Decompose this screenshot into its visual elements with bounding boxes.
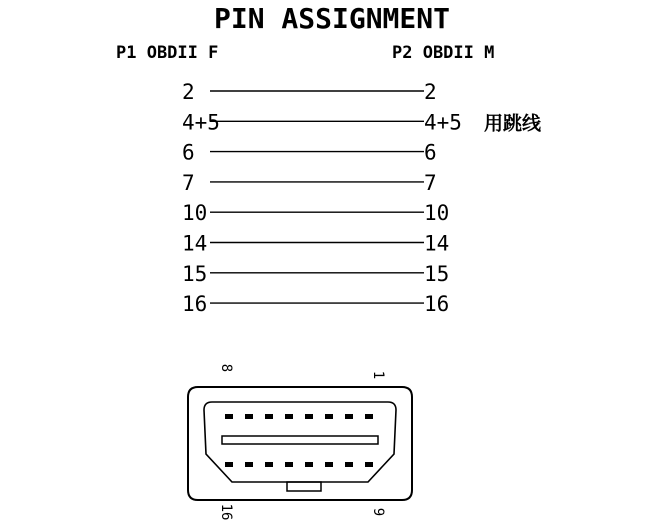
pin-right-label: 7 <box>424 170 437 195</box>
connector-pin-contact <box>245 462 253 467</box>
pin-row <box>182 292 449 316</box>
pin-row <box>182 201 449 225</box>
pin-left-label: 16 <box>182 292 208 317</box>
right-connector-header: P2 OBDII M <box>392 43 495 63</box>
connector-pin-contact <box>365 462 373 467</box>
pin-left-label: 7 <box>182 170 195 195</box>
pin-right-label: 15 <box>424 261 450 286</box>
connector-pin-contact <box>285 414 293 419</box>
pin-left-label: 15 <box>182 261 208 286</box>
connector-pin-contact <box>325 462 333 467</box>
pin-right-label: 14 <box>424 231 450 256</box>
connector-pin-contact <box>305 414 313 419</box>
connector-pin-contact <box>305 462 313 467</box>
connector-label-pin-1: 1 <box>370 370 386 380</box>
pin-right-label: 6 <box>424 140 437 165</box>
connector-top-pin-row <box>225 414 373 419</box>
connector-label-pin-9: 9 <box>370 507 386 517</box>
pin-right-label: 2 <box>424 80 437 104</box>
connector-pin-contact <box>265 414 273 419</box>
pin-row <box>182 141 437 165</box>
connector-pin-contact <box>325 414 333 419</box>
connector-pin-contact <box>365 414 373 419</box>
pin-row <box>182 262 449 286</box>
pin-right-label: 4+5 <box>424 110 462 135</box>
connector-label-pin-16: 16 <box>218 503 234 521</box>
obdii-connector-drawing <box>188 364 412 521</box>
pin-left-label: 2 <box>182 80 195 104</box>
pin-left-label: 6 <box>182 140 195 165</box>
connector-pin-contact <box>225 462 233 467</box>
connector-pin-contact <box>225 414 233 419</box>
connector-pin-contact <box>345 414 353 419</box>
pin-row <box>182 110 542 134</box>
connector-bottom-pin-row <box>225 462 373 467</box>
pin-row <box>182 171 437 195</box>
pin-left-label: 10 <box>182 201 208 226</box>
connector-pin-contact <box>265 462 273 467</box>
pin-mapping-list <box>182 80 542 316</box>
pin-right-label: 16 <box>424 292 450 317</box>
left-connector-header: P1 OBDII F <box>116 43 219 63</box>
pin-left-label: 14 <box>182 231 208 256</box>
connector-pin-contact <box>285 462 293 467</box>
connector-center-slot <box>222 436 378 444</box>
pin-row <box>182 232 449 256</box>
pin-note: 用跳线 <box>484 113 542 135</box>
connector-key-tab <box>287 482 321 491</box>
diagram-title: PIN ASSIGNMENT <box>213 2 451 35</box>
pin-left-label: 4+5 <box>182 110 220 135</box>
pin-right-label: 10 <box>424 201 450 226</box>
connector-label-pin-8: 8 <box>218 363 234 373</box>
connector-pin-contact <box>245 414 253 419</box>
connector-pin-contact <box>345 462 353 467</box>
pin-row <box>182 80 437 104</box>
